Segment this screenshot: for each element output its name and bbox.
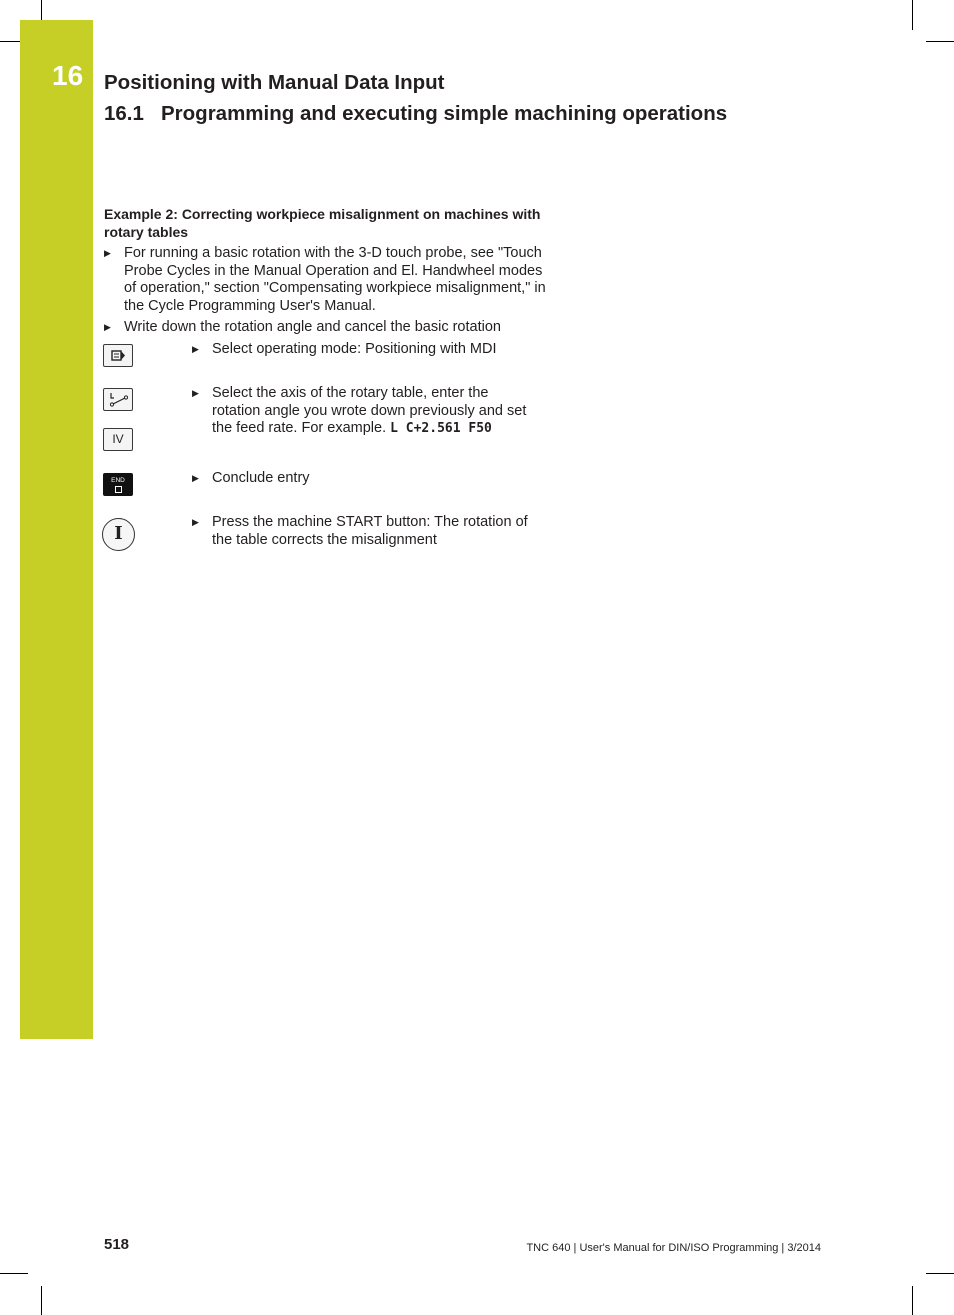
end-key — [103, 473, 133, 496]
crop-mark — [912, 1286, 913, 1315]
crop-mark — [41, 0, 42, 20]
step-text: Conclude entry — [212, 470, 310, 486]
step-text: Select operating mode: Positioning with MDI — [212, 341, 497, 357]
mdi-mode-key — [103, 344, 133, 367]
step-text: Press the machine START button: The rotation of the table corrects the misalignment — [212, 514, 528, 548]
nc-code: L C+2.561 F50 — [390, 421, 492, 436]
crop-mark — [41, 1286, 42, 1315]
step-item — [192, 514, 537, 549]
chapter-title: Positioning with Manual Data Input — [104, 71, 445, 94]
step-item — [192, 385, 537, 438]
linear-path-key — [103, 388, 133, 411]
linear-path-key-icon — [104, 389, 132, 410]
chapter-number: 16 — [52, 60, 84, 91]
footer-text: TNC 640 | User's Manual for DIN/ISO Programming | 3/2014 — [526, 1242, 821, 1254]
step-item — [192, 470, 537, 488]
example-heading: Example 2: Correcting workpiece misalignment on machines with rotary tables — [104, 206, 541, 240]
bullet-arrow-icon: ▶ — [104, 322, 111, 332]
crop-mark — [926, 41, 954, 42]
bullet-arrow-icon: ▶ — [192, 388, 199, 398]
mdi-mode-key-icon — [104, 345, 132, 366]
bullet-arrow-icon: ▶ — [192, 344, 199, 354]
section-title-text: Programming and executing simple machining operations — [161, 102, 728, 125]
step-item — [192, 341, 537, 359]
axis-iv-key — [103, 428, 133, 451]
section-title — [104, 102, 727, 126]
crop-mark — [0, 1273, 28, 1274]
axis-iv-key-label: IV — [112, 432, 124, 446]
bullet-text: Write down the rotation angle and cancel the basic rotation — [124, 319, 501, 335]
bullet-arrow-icon: ▶ — [192, 473, 199, 483]
step-text — [192, 385, 537, 438]
bullet-arrow-icon: ▶ — [192, 517, 199, 527]
bullet-arrow-icon: ▶ — [104, 248, 111, 258]
step-text-main: Select the axis of the rotary table, enter the rotation angle you wrote down previously and set the feed rate. For example. — [212, 385, 527, 436]
bullet-item — [104, 245, 549, 315]
crop-mark — [912, 0, 913, 30]
page-number: 518 — [104, 1236, 130, 1253]
end-key-icon — [115, 486, 122, 493]
bullet-text: For running a basic rotation with the 3-D touch probe, see "Touch Probe Cycles in the Manual Operation and El. Handwheel modes of operation," section "Compensating workpiece misalignment," in the Cycle Programming User's Manual. — [124, 245, 546, 314]
crop-mark — [0, 41, 20, 42]
chapter-sidebar — [20, 20, 93, 1039]
crop-mark — [926, 1273, 954, 1274]
nc-start-key — [102, 518, 135, 551]
bullet-item — [104, 319, 549, 337]
nc-start-key-icon: I — [114, 523, 123, 544]
end-key-label: END — [111, 477, 125, 484]
section-number: 16.1 — [104, 102, 144, 125]
